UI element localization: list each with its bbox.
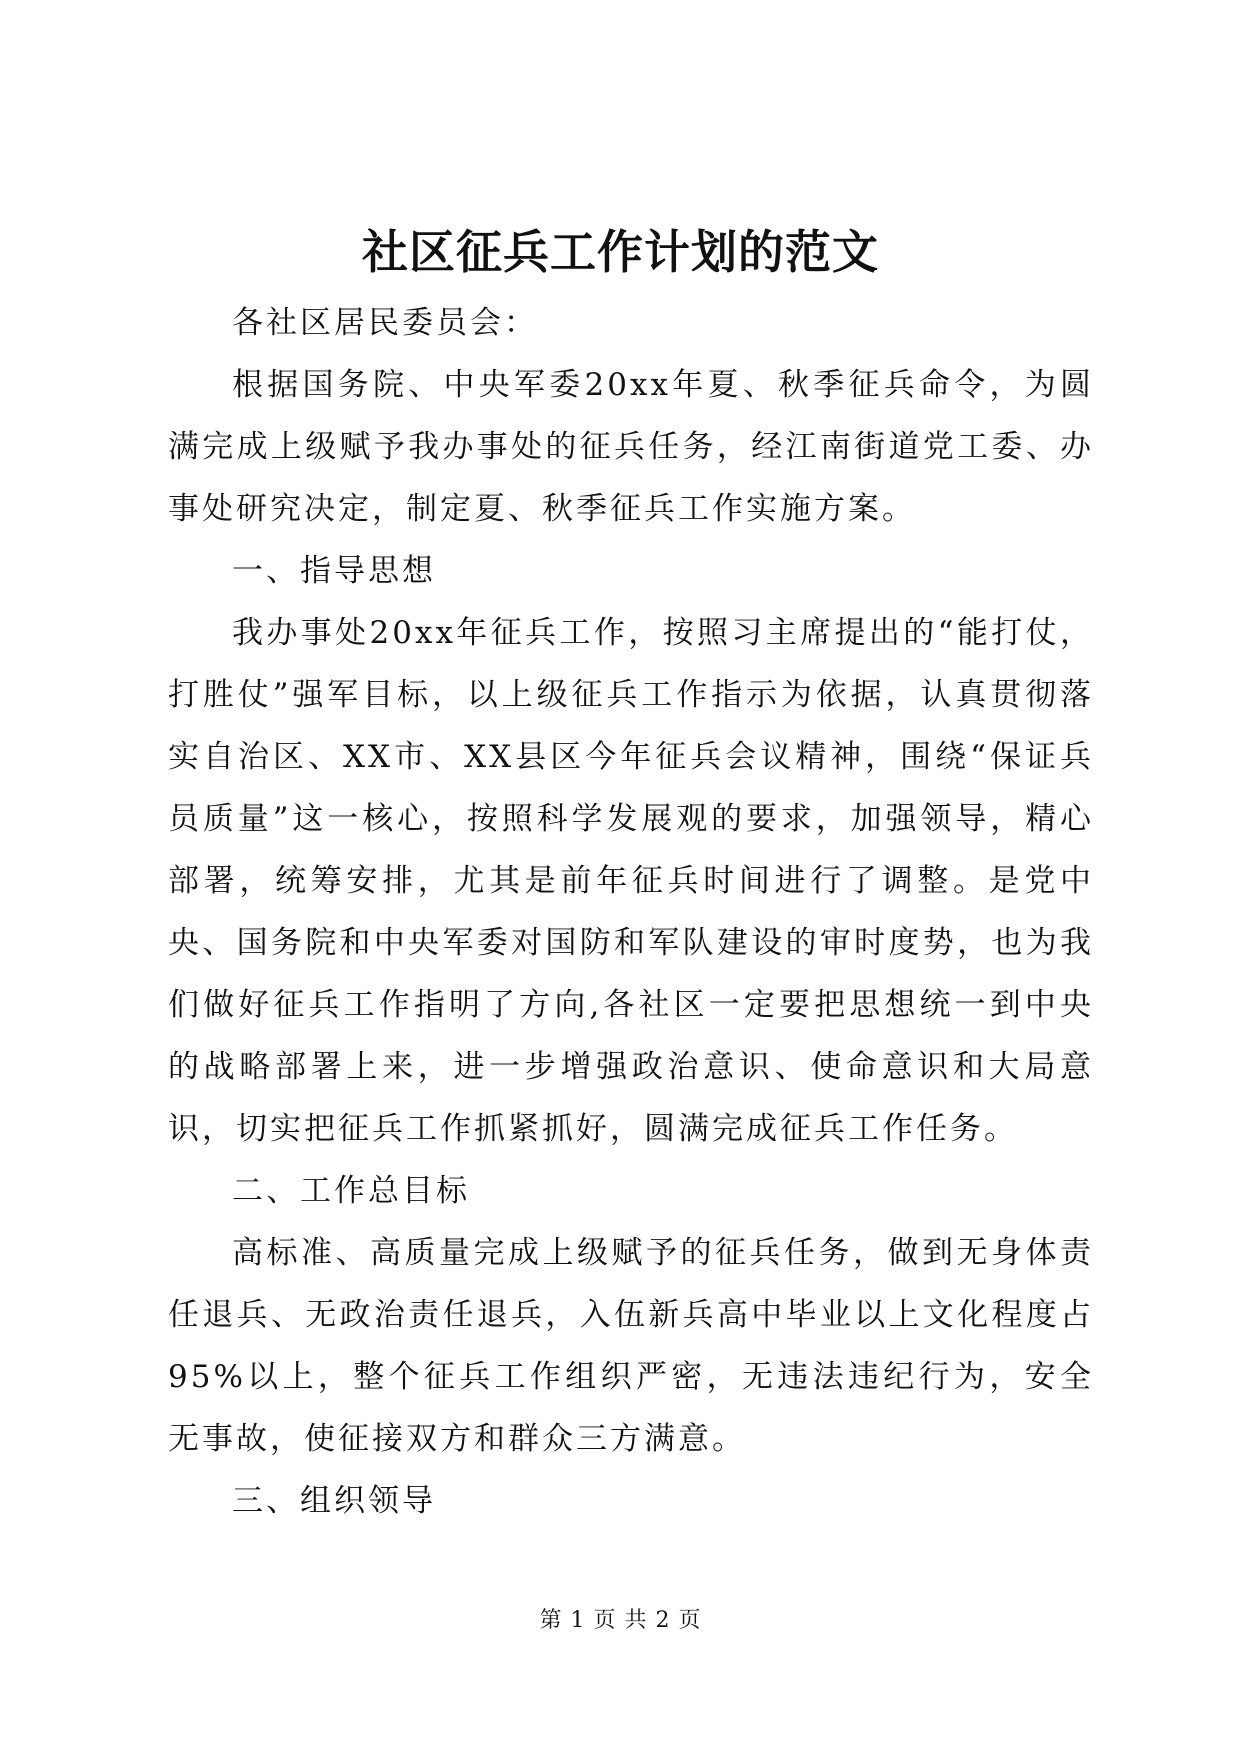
section-heading-overall-goal: 二、工作总目标 (232, 1173, 470, 1209)
salutation: 各社区居民委员会： (232, 305, 538, 341)
document-body (168, 292, 1094, 1532)
page-number: 第 1 页 共 2 页 (539, 1608, 702, 1633)
section-heading-guiding-thought: 一、指导思想 (232, 553, 436, 589)
section-heading-organization: 三、组织领导 (232, 1483, 436, 1519)
document-title: 社区征兵工作计划的范文 (362, 225, 879, 279)
intro-paragraph: 根据国务院、中央军委20xx年夏、秋季征兵命令，为圆满完成上级赋予我办事处的征兵任务，经江南街道党工委、办事处研究决定，制定夏、秋季征兵工作实施方案。 (168, 367, 1094, 527)
overall-goal-paragraph: 高标准、高质量完成上级赋予的征兵任务，做到无身体责任退兵、无政治责任退兵，入伍新兵高中毕业以上文化程度占95%以上，整个征兵工作组织严密，无违法违纪行为，安全无事故，使征接双方和群众三方满意。 (168, 1235, 1094, 1457)
guiding-thought-paragraph: 我办事处20xx年征兵工作，按照习主席提出的“能打仗，打胜仗”强军目标，以上级征兵工作指示为依据，认真贯彻落实自治区、XX市、XX县区今年征兵会议精神，围绕“保证兵员质量”这一核心，按照科学发展观的要求，加强领导，精心部署，统筹安排，尤其是前年征兵时间进行了调整。是党中央、国务院和中央军委对国防和军队建设的审时度势，也为我们做好征兵工作指明了方向,各社区一定要把思想统一到中央的战略部署上来，进一步增强政治意识、使命意识和大局意识，切实把征兵工作抓紧抓好，圆满完成征兵工作任务。 (168, 615, 1094, 1147)
